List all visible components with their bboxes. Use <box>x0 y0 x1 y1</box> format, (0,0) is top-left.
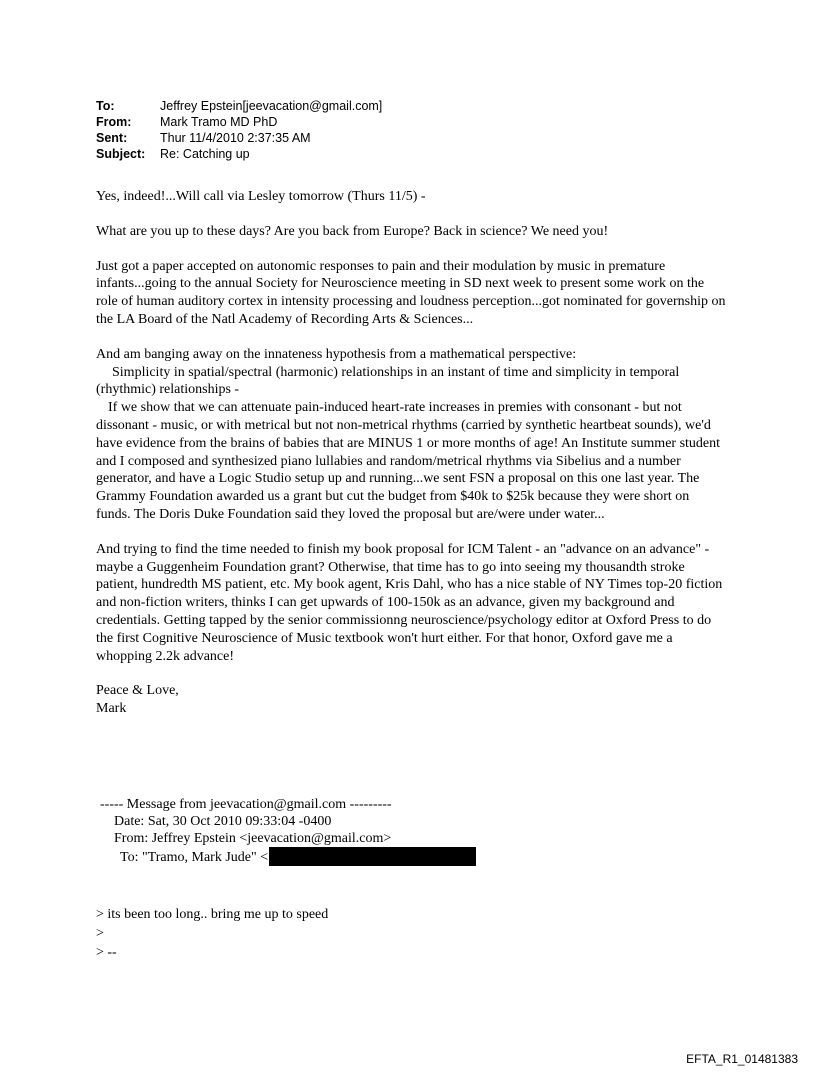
from-value: Mark Tramo MD PhD <box>160 115 278 129</box>
body-paragraph-4-simplicity: Simplicity in spatial/spectral (harmonic) relationships in an instant of time and simplicity in temporal (rhythmic) relationships - <box>96 364 680 398</box>
body-paragraph-2: What are you up to these days? Are you back from Europe? Back in science? We need you! <box>96 223 609 239</box>
to-label: To: <box>96 99 115 113</box>
body-paragraph-4 <box>96 346 726 524</box>
to-row <box>96 98 382 114</box>
email-body <box>96 188 726 735</box>
from-label: From: <box>96 115 132 129</box>
quoted-separator: ----- Message from jeevacation@gmail.com --------- <box>100 797 392 812</box>
closing-text: Peace & Love, <box>96 683 179 699</box>
quoted-from: From: Jeffrey Epstein <jeevacation@gmail.com> <box>114 831 392 846</box>
to-value: Jeffrey Epstein[jeevacation@gmail.com] <box>160 99 383 113</box>
quoted-to-text: To: "Tramo, Mark Jude" < <box>120 850 269 865</box>
quoted-reply-line-2: > <box>96 926 104 941</box>
quoted-date: Date: Sat, 30 Oct 2010 09:33:04 -0400 <box>114 814 332 829</box>
quoted-to <box>120 847 476 866</box>
sign-off <box>96 682 726 718</box>
sent-label: Sent: <box>96 131 128 145</box>
body-paragraph-1: Yes, indeed!...Will call via Lesley tomorrow (Thurs 11/5) - <box>96 189 426 204</box>
sent-row <box>96 130 382 146</box>
subject-value: Re: Catching up <box>160 147 250 161</box>
sent-value: Thur 11/4/2010 2:37:35 AM <box>160 131 311 145</box>
document-id: EFTA_R1_01481383 <box>686 1052 798 1066</box>
body-paragraph-4-intro: And am banging away on the innateness hypothesis from a mathematical perspective: <box>96 346 577 362</box>
from-row <box>96 114 382 130</box>
quoted-message-header <box>100 796 476 866</box>
quoted-reply <box>96 905 328 962</box>
email-header <box>96 98 382 162</box>
subject-label: Subject: <box>96 147 146 161</box>
signature-name: Mark <box>96 701 127 717</box>
body-paragraph-5: And trying to find the time needed to finish my book proposal for ICM Talent - an "advance on an advance" - maybe a Guggenheim Foundation grant? Otherwise, that time has to go into seeing my thousandth stroke patient, hundredth MS patient, etc. My book agent, Kris Dahl, who has a nice stable of NY Times top-20 fiction and non-fiction writers, thinks I can get upwards of 100-150k as an advance, given my background and credentials. Getting tapped by the senior commissionng neuroscience/psychology editor at Oxford Press to do the first Cognitive Neuroscience of Music textbook won't hurt either. For that honor, Oxford gave me a whopping 2.2k advance! <box>96 541 723 664</box>
quoted-reply-line-3: > -- <box>96 945 117 960</box>
quoted-reply-line-1: > its been too long.. bring me up to speed <box>96 907 329 922</box>
redaction-box <box>269 847 476 866</box>
subject-row <box>96 146 382 162</box>
body-paragraph-3: Just got a paper accepted on autonomic responses to pain and their modulation by music in premature infants...going to the annual Society for Neuroscience meeting in SD next week to present some work on the role of human auditory cortex in intensity processing and loudness perception...got nominated for governship on the LA Board of the Natl Academy of Recording Arts & Sciences... <box>96 258 726 327</box>
body-paragraph-4-experiment: If we show that we can attenuate pain-induced heart-rate increases in premies with consonant - but not dissonant - music, or with metrical but not non-metrical rhythms (carried by synthetic heartbeat sounds), we'd have evidence from the brains of babies that are MINUS 1 or more months of age! An Institute summer student and I composed and synthesized piano lullabies and random/metrical rhythms via Sibelius and a number generator, and have a Logic Studio setup up and running...we sent FSN a proposal on this one last year. The Grammy Foundation awarded us a grant but cut the budget from $40k to $25k because they were short on funds. The Doris Duke Foundation said they loved the proposal but are/were under water... <box>96 400 721 522</box>
